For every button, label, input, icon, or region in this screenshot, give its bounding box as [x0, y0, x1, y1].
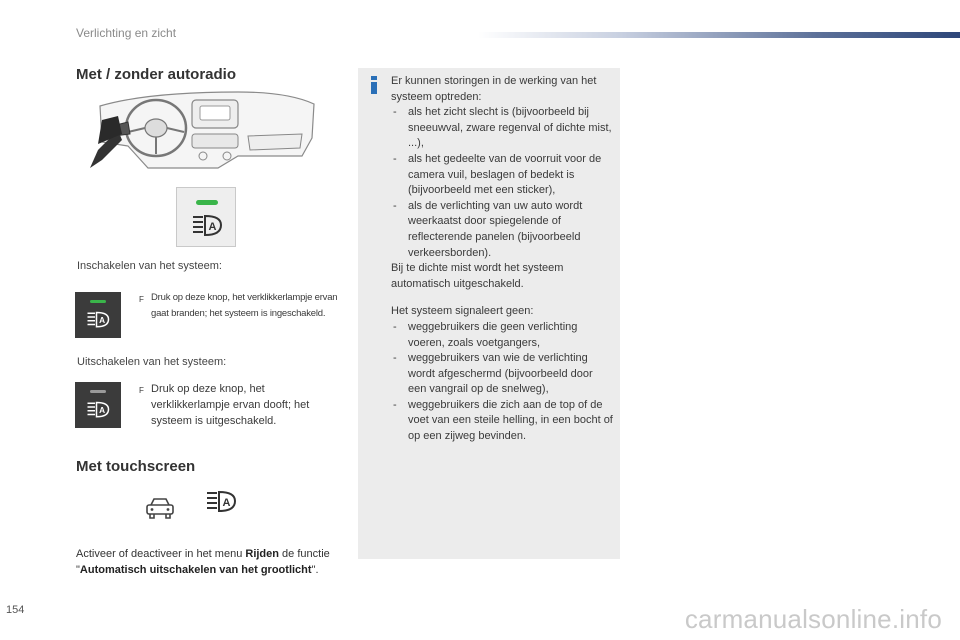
list-item: - als het gedeelte van de voorruit voor de camera vuil, beslagen of bedekt is (bijvoorbeeld met een sticker), — [393, 152, 602, 197]
info-intro: Er kunnen storingen in de werking van het systeem optreden: — [391, 75, 597, 103]
automatic-high-beam-icon — [204, 489, 238, 515]
page-number: 154 — [6, 604, 25, 616]
automatic-high-beam-icon — [86, 310, 110, 330]
svg-text:A: A — [208, 221, 217, 233]
list-item: - weggebruikers van wie de verlichting wordt afgeschermd (bijvoorbeeld door een vangrail op de snelweg), — [393, 352, 593, 396]
disable-instruction-text: Druk op deze knop, het verklikkerlampje ervan dooft; het systeem is uitgeschakeld. — [151, 383, 310, 427]
svg-text:A: A — [99, 316, 106, 325]
bullet-marker: F — [139, 386, 144, 395]
section-header: Verlichting en zicht — [76, 26, 177, 40]
enable-instruction — [139, 290, 344, 322]
button-off-illustration — [75, 382, 121, 428]
header-bar — [478, 32, 960, 38]
bullet-marker: F — [139, 295, 144, 304]
list-item: - weggebruikers die zich aan de top of de voet van een steile helling, in een bocht of op een zijweg bevinden. — [393, 398, 613, 443]
signal-intro: Het systeem signaleert geen: — [391, 305, 534, 318]
svg-text:A: A — [222, 497, 231, 509]
activeer-prefix: Activeer of deactiveer in het menu — [76, 548, 246, 560]
activeer-suffix: ". — [311, 564, 319, 576]
disable-label: Uitschakelen van het systeem: — [77, 356, 227, 368]
high-beam-button-illustration — [176, 187, 236, 247]
automatic-high-beam-icon — [86, 400, 110, 420]
indicator-off-light — [90, 390, 106, 393]
automatic-high-beam-icon — [191, 213, 223, 239]
svg-text:A: A — [99, 406, 106, 415]
touchscreen-instruction — [76, 546, 346, 578]
activeer-middle: de functie " — [76, 548, 330, 576]
list-item: - als de verlichting van uw auto wordt weerkaatst door spiegelende of reflecterende panelen (bijvoorbeeld verkeersborden). — [393, 199, 583, 259]
list-item: - als het zicht slecht is (bijvoorbeeld bij sneeuwval, zware regenval of dichte mist, ...), — [393, 106, 612, 150]
indicator-light — [196, 200, 218, 205]
indicator-on-light — [90, 300, 106, 303]
disable-instruction — [139, 381, 344, 429]
function-name: Automatisch uitschakelen van het grootlicht — [79, 564, 312, 576]
info-box — [358, 68, 620, 559]
menu-name: Rijden — [245, 548, 279, 560]
fog-note: Bij te dichte mist wordt het systeem automatisch uitgeschakeld. — [391, 262, 564, 290]
car-icon — [145, 496, 175, 520]
section-title-autoradio: Met / zonder autoradio — [76, 66, 237, 83]
list-item: - weggebruikers die geen verlichting voeren, zoals voetgangers, — [393, 320, 578, 349]
enable-instruction-text: Druk op deze knop, het verklikkerlampje ervan gaat branden; het systeem is ingeschakeld. — [151, 292, 338, 319]
section-title-touchscreen: Met touchscreen — [76, 458, 196, 475]
button-on-illustration — [75, 292, 121, 338]
enable-label: Inschakelen van het systeem: — [77, 260, 222, 272]
dashboard-illustration — [88, 86, 318, 182]
info-icon — [371, 76, 377, 94]
watermark: carmanualsonline.info — [684, 604, 942, 634]
